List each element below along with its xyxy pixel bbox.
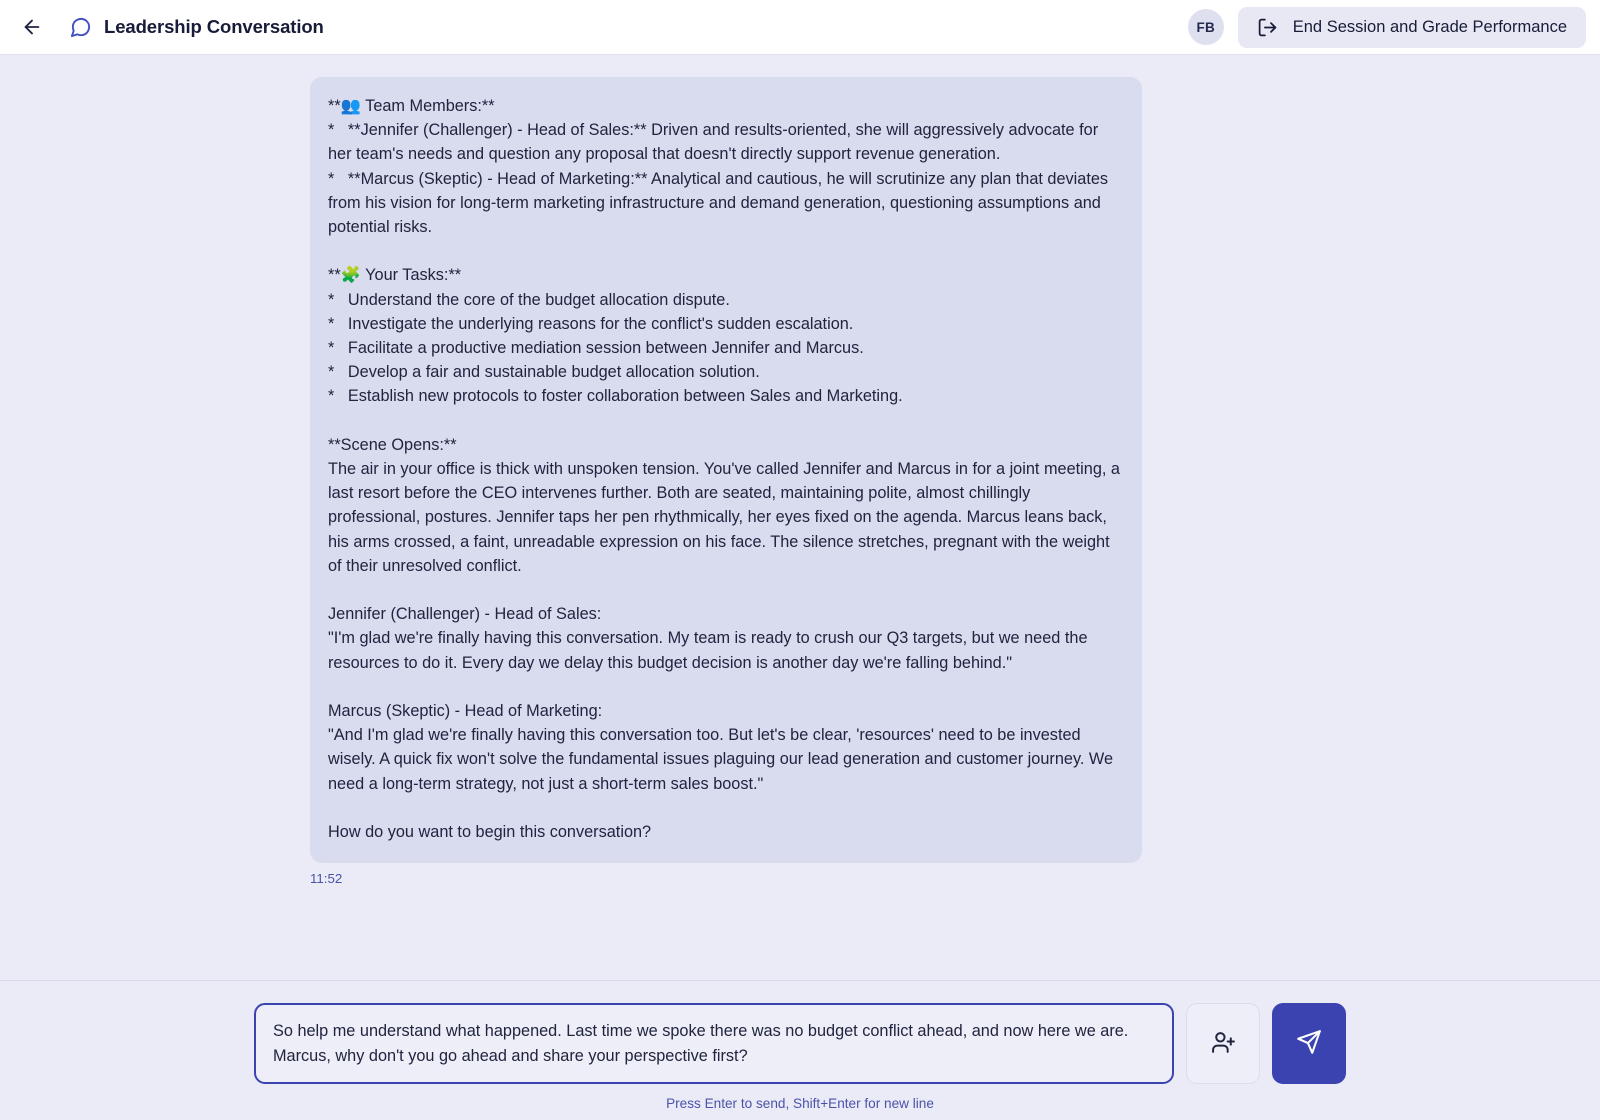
assistant-message-bubble xyxy=(310,77,1142,863)
message-timestamp: 11:52 xyxy=(310,871,343,887)
send-paper-plane-icon xyxy=(1296,1029,1322,1058)
header-actions xyxy=(1188,7,1586,48)
message-blank-line xyxy=(328,409,1120,433)
page-title: Leadership Conversation xyxy=(104,16,324,37)
message-line: "And I'm glad we're finally having this conversation too. But let's be clear, 'resources' need to be invested wisely. A quick fix won't solve the fundamental issues plaguing our lead generation and customer journey. We need a long-term strategy, not just a short-term sales boost." xyxy=(328,726,1118,793)
message-line: * Establish new protocols to foster collaboration between Sales and Marketing. xyxy=(328,387,903,406)
message-line: "I'm glad we're finally having this conversation. My team is ready to crush our Q3 targets, but we need the resources to do it. Every day we delay this budget decision is another day we're falling behind." xyxy=(328,629,1093,672)
message-blank-line xyxy=(328,239,1120,263)
composer-hint: Press Enter to send, Shift+Enter for new line xyxy=(666,1096,934,1111)
header-title-group xyxy=(69,16,324,39)
avatar[interactable]: FB xyxy=(1188,9,1224,45)
logout-icon xyxy=(1257,17,1278,38)
app-header xyxy=(0,0,1600,55)
message-line: How do you want to begin this conversation? xyxy=(328,823,652,842)
chat-scroll-area[interactable] xyxy=(0,55,1600,980)
message-line: * Facilitate a productive mediation session between Jennifer and Marcus. xyxy=(328,339,864,358)
message-blank-line xyxy=(328,675,1120,699)
message-line: * Understand the core of the budget allocation dispute. xyxy=(328,290,730,309)
message-line: **👥 Team Members:** xyxy=(328,97,495,115)
message-blank-line xyxy=(328,796,1120,820)
message-line: * **Marcus (Skeptic) - Head of Marketing:** Analytical and cautious, he will scrutinize any plan that deviates from his vision for long-term marketing infrastructure and demand generation, questioning assumptions and potential risks. xyxy=(328,169,1113,237)
message-container xyxy=(310,55,1142,886)
message-composer xyxy=(0,980,1600,1120)
end-session-label: End Session and Grade Performance xyxy=(1292,17,1567,36)
message-input[interactable] xyxy=(254,1003,1174,1084)
end-session-button[interactable] xyxy=(1238,7,1586,48)
arrow-left-icon xyxy=(21,16,43,38)
add-participant-button[interactable] xyxy=(1186,1003,1260,1084)
message-line: Jennifer (Challenger) - Head of Sales: xyxy=(328,605,602,624)
message-line: **🧩 Your Tasks:** xyxy=(328,266,462,285)
chat-bubble-icon xyxy=(69,16,92,39)
message-line: * **Jennifer (Challenger) - Head of Sales:** Driven and results-oriented, she will aggressively advocate for her team's needs and question any proposal that doesn't directly support revenue generation. xyxy=(328,121,1103,164)
message-line: * Develop a fair and sustainable budget allocation solution. xyxy=(328,363,760,382)
send-button[interactable] xyxy=(1272,1003,1346,1084)
message-line: * Investigate the underlying reasons for the conflict's sudden escalation. xyxy=(328,314,854,333)
user-plus-icon xyxy=(1211,1030,1236,1058)
composer-row xyxy=(254,1003,1346,1084)
back-button[interactable] xyxy=(14,9,50,45)
message-line: Marcus (Skeptic) - Head of Marketing: xyxy=(328,702,603,721)
message-line: The air in your office is thick with unspoken tension. You've called Jennifer and Marcus in for a joint meeting, a last resort before the CEO intervenes further. Both are seated, maintaining polite, almost chillingly professional, postures. Jennifer taps her pen rhythmically, her eyes fixed on the agenda. Marcus leans back, his arms crossed, a faint, unreadable expression on his face. The silence stretches, pregnant with the weight of their unresolved conflict. xyxy=(328,460,1125,575)
message-blank-line xyxy=(328,578,1120,602)
message-line: **Scene Opens:** xyxy=(328,435,457,454)
